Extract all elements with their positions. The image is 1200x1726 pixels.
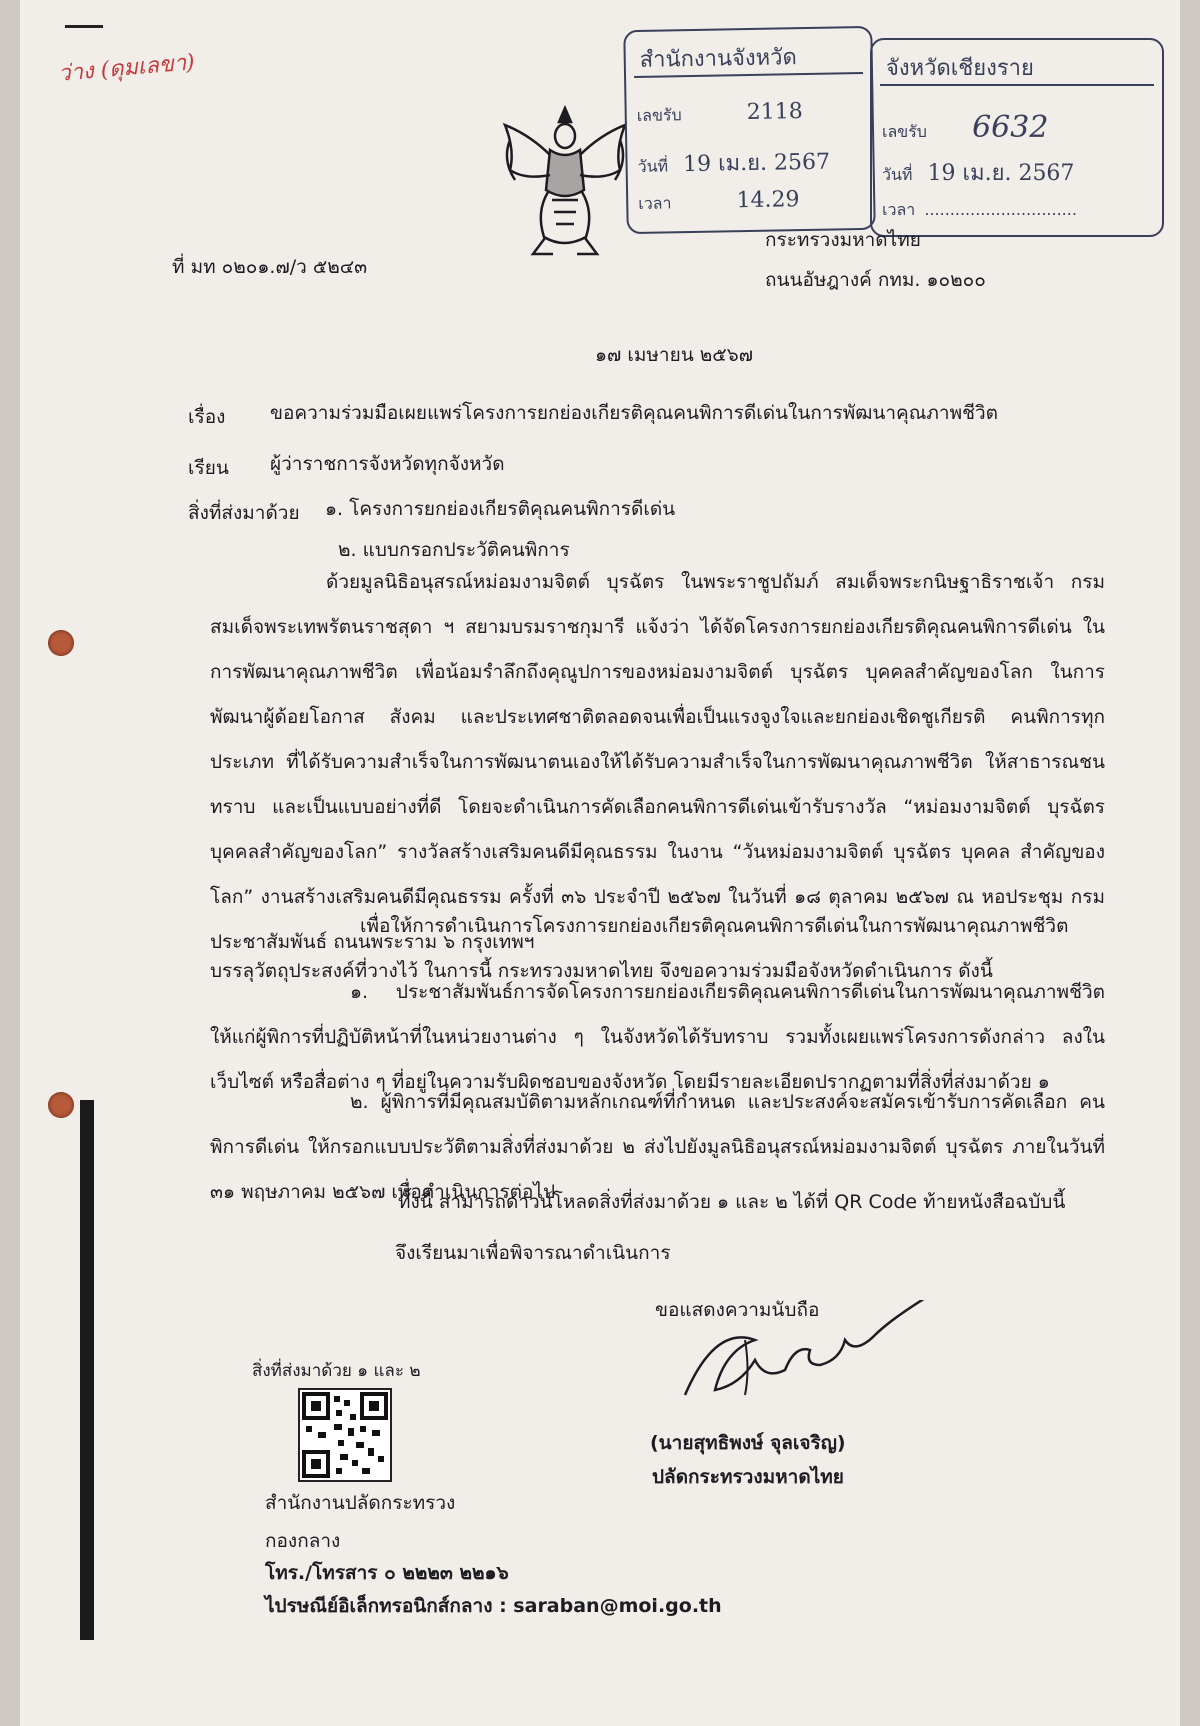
document-date: ๑๗ เมษายน ๒๕๖๗ (595, 344, 754, 366)
handwritten-note: ว่าง (ดุมเลขา) (57, 50, 196, 87)
body-paragraph-2: เพื่อให้การดำเนินการโครงการยกย่องเกียรติคุณคนพิการดีเด่นในการพัฒนาคุณภาพชีวิต บรรลุวัตถุประสงค์ที่วางไว้ ในการนี้ กระทรวงมหาดไทย จึงขอความร่วมมือจังหวัดดำเนินการ ดังนี้ (210, 915, 1069, 982)
binding-edge (80, 1100, 94, 1640)
signatory-position: ปลัดกระทรวงมหาดไทย (652, 1466, 844, 1488)
punch-hole-top (48, 630, 74, 656)
receipt-stamp-provincial-office (623, 26, 876, 234)
stamp-recv-no: 2118 (746, 99, 803, 126)
body-paragraph-4: ๒. ผู้พิการที่มีคุณสมบัติตามหลักเกณฑ์ที่กำหนด และประสงค์จะสมัครเข้ารับการคัดเลือก คนพิการดีเด่น ให้กรอกแบบประวัติตามสิ่งที่ส่งมาด้วย ๒ ส่งไปยังมูลนิธิอนุสรณ์หม่อมงามจิตต์ บุรฉัตร ภายในวันที่ ๓๑ พฤษภาคม ๒๕๖๗ เพื่อดำเนินการต่อไป (210, 1091, 1105, 1203)
stamp-title: จังหวัดเชียงราย (886, 56, 1034, 81)
footer-office: สำนักงานปลัดกระทรวง (265, 1492, 456, 1514)
footer-division: กองกลาง (265, 1530, 341, 1552)
to-label: เรียน (188, 457, 229, 479)
body-paragraph-5: ทั้งนี้ สามารถดาวน์โหลดสิ่งที่ส่งมาด้วย ๑ และ ๒ ได้ที่ QR Code ท้ายหนังสือฉบับนี้ (398, 1191, 1066, 1213)
corner-mark (65, 25, 103, 28)
qr-code[interactable] (298, 1388, 392, 1482)
stamp-date-label: วันที่ (637, 156, 669, 176)
footer-phone: โทร./โทรสาร ๐ ๒๒๒๓ ๒๒๑๖ (265, 1562, 509, 1584)
enclosures-label: สิ่งที่ส่งมาด้วย (188, 502, 300, 524)
stamp-recv-label: เลขรับ (882, 122, 927, 141)
closing-request: จึงเรียนมาเพื่อพิจารณาดำเนินการ (395, 1242, 671, 1264)
enclosure-item-2: ๒. แบบกรอกประวัติคนพิการ (338, 539, 570, 561)
stamp-title: สำนักงานจังหวัด (639, 45, 798, 73)
footer-email: ไปรษณีย์อิเล็กทรอนิกส์กลาง : saraban@moi.go.th (265, 1595, 722, 1617)
stamp-time: 14.29 (736, 187, 800, 214)
subject-label: เรื่อง (188, 406, 226, 428)
qr-caption: สิ่งที่ส่งมาด้วย ๑ และ ๒ (252, 1361, 421, 1381)
stamp-recv-label: เลขรับ (636, 105, 682, 125)
stamp-time-label: เวลา (882, 200, 916, 219)
stamp-time-label: เวลา (638, 193, 672, 213)
signatory-name: (นายสุทธิพงษ์ จุลเจริญ) (650, 1432, 846, 1454)
document-page (20, 0, 1180, 1726)
body-paragraph-3: ๑. ประชาสัมพันธ์การจัดโครงการยกย่องเกียรติคุณคนพิการดีเด่นในการพัฒนาคุณภาพชีวิต ให้แก่ผู้พิการที่ปฏิบัติหน้าที่ในหน่วยงานต่าง ๆ ในจังหวัดได้รับทราบ รวมทั้งเผยแพร่โครงการดังกล่าว ลงในเว็บไซต์ หรือสื่อต่าง ๆ ที่อยู่ในความรับผิดชอบของจังหวัด โดยมีรายละเอียดปรากฏตามที่สิ่งที่ส่งมาด้วย ๑ (210, 981, 1105, 1093)
to-text: ผู้ว่าราชการจังหวัดทุกจังหวัด (270, 453, 505, 475)
receipt-stamp-province: จังหวัดเชียงราย เลขรับ 6632 วันที่ 19 เม.ย. 2567 เวลา .............................. (870, 38, 1164, 237)
enclosure-item-1: ๑. โครงการยกย่องเกียรติคุณคนพิการดีเด่น (325, 498, 676, 520)
stamp-date: 19 เม.ย. 2567 (682, 149, 831, 178)
signature-salutation: ขอแสดงความนับถือ (655, 1299, 820, 1321)
subject-text: ขอความร่วมมือเผยแพร่โครงการยกย่องเกียรติคุณคนพิการดีเด่นในการพัฒนาคุณภาพชีวิต (270, 402, 998, 424)
handwritten-signature (675, 1300, 975, 1410)
body-paragraph-1: ด้วยมูลนิธิอนุสรณ์หม่อมงามจิตต์ บุรฉัตร ในพระราชูปถัมภ์ สมเด็จพระกนิษฐาธิราชเจ้า กรมสมเด็จพระเทพรัตนราชสุดา ฯ สยามบรมราชกุมารี แจ้งว่า ได้จัดโครงการยกย่องเกียรติคุณคนพิการดีเด่น ในการพัฒนาคุณภาพชีวิต เพื่อน้อมรำลึกถึงคุณูปการของหม่อมงามจิตต์ บุรฉัตร บุคคลสำคัญของโลก ในการพัฒนาผู้ด้อยโอกาส สังคม และประเทศชาติตลอดจนเพื่อเป็นแรงจูงใจและยกย่องเชิดชูเกียรติ คนพิการทุกประเภท ที่ได้รับความสำเร็จในการพัฒนาตนเองให้ได้รับความสำเร็จในการพัฒนาคุณภาพชีวิต ให้สาธารณชนทราบ และเป็นแบบอย่างที่ดี โดยจะดำเนินการคัดเลือกคนพิการดีเด่นเข้ารับรางวัล “หม่อมงามจิตต์ บุรฉัตร บุคคลสำคัญของโลก” รางวัลสร้างเสริมคนดีมีคุณธรรม ในงาน “วันหม่อมงามจิตต์ บุรฉัตร บุคคล สำคัญของโลก” งานสร้างเสริมคนดีมีคุณธรรม ครั้งที่ ๓๖ ประจำปี ๒๕๖๗ ในวันที่ ๑๘ ตุลาคม ๒๕๖๗ ณ หอประชุม กรมประชาสัมพันธ์ ถนนพระราม ๖ กรุงเทพฯ (210, 571, 1105, 953)
stamp-date-label: วันที่ (882, 165, 913, 184)
ministry-name: กระทรวงมหาดไทย (765, 229, 921, 251)
stamp-date: 19 เม.ย. 2567 (927, 161, 1075, 186)
ministry-address: ถนนอัษฎางค์ กทม. ๑๐๒๐๐ (765, 269, 986, 291)
punch-hole-bottom (48, 1092, 74, 1118)
document-number: ที่ มท ๐๒๐๑.๗/ว ๕๒๔๓ (172, 256, 368, 278)
stamp-recv-no: 6632 (972, 110, 1049, 145)
garuda-emblem (490, 100, 640, 265)
